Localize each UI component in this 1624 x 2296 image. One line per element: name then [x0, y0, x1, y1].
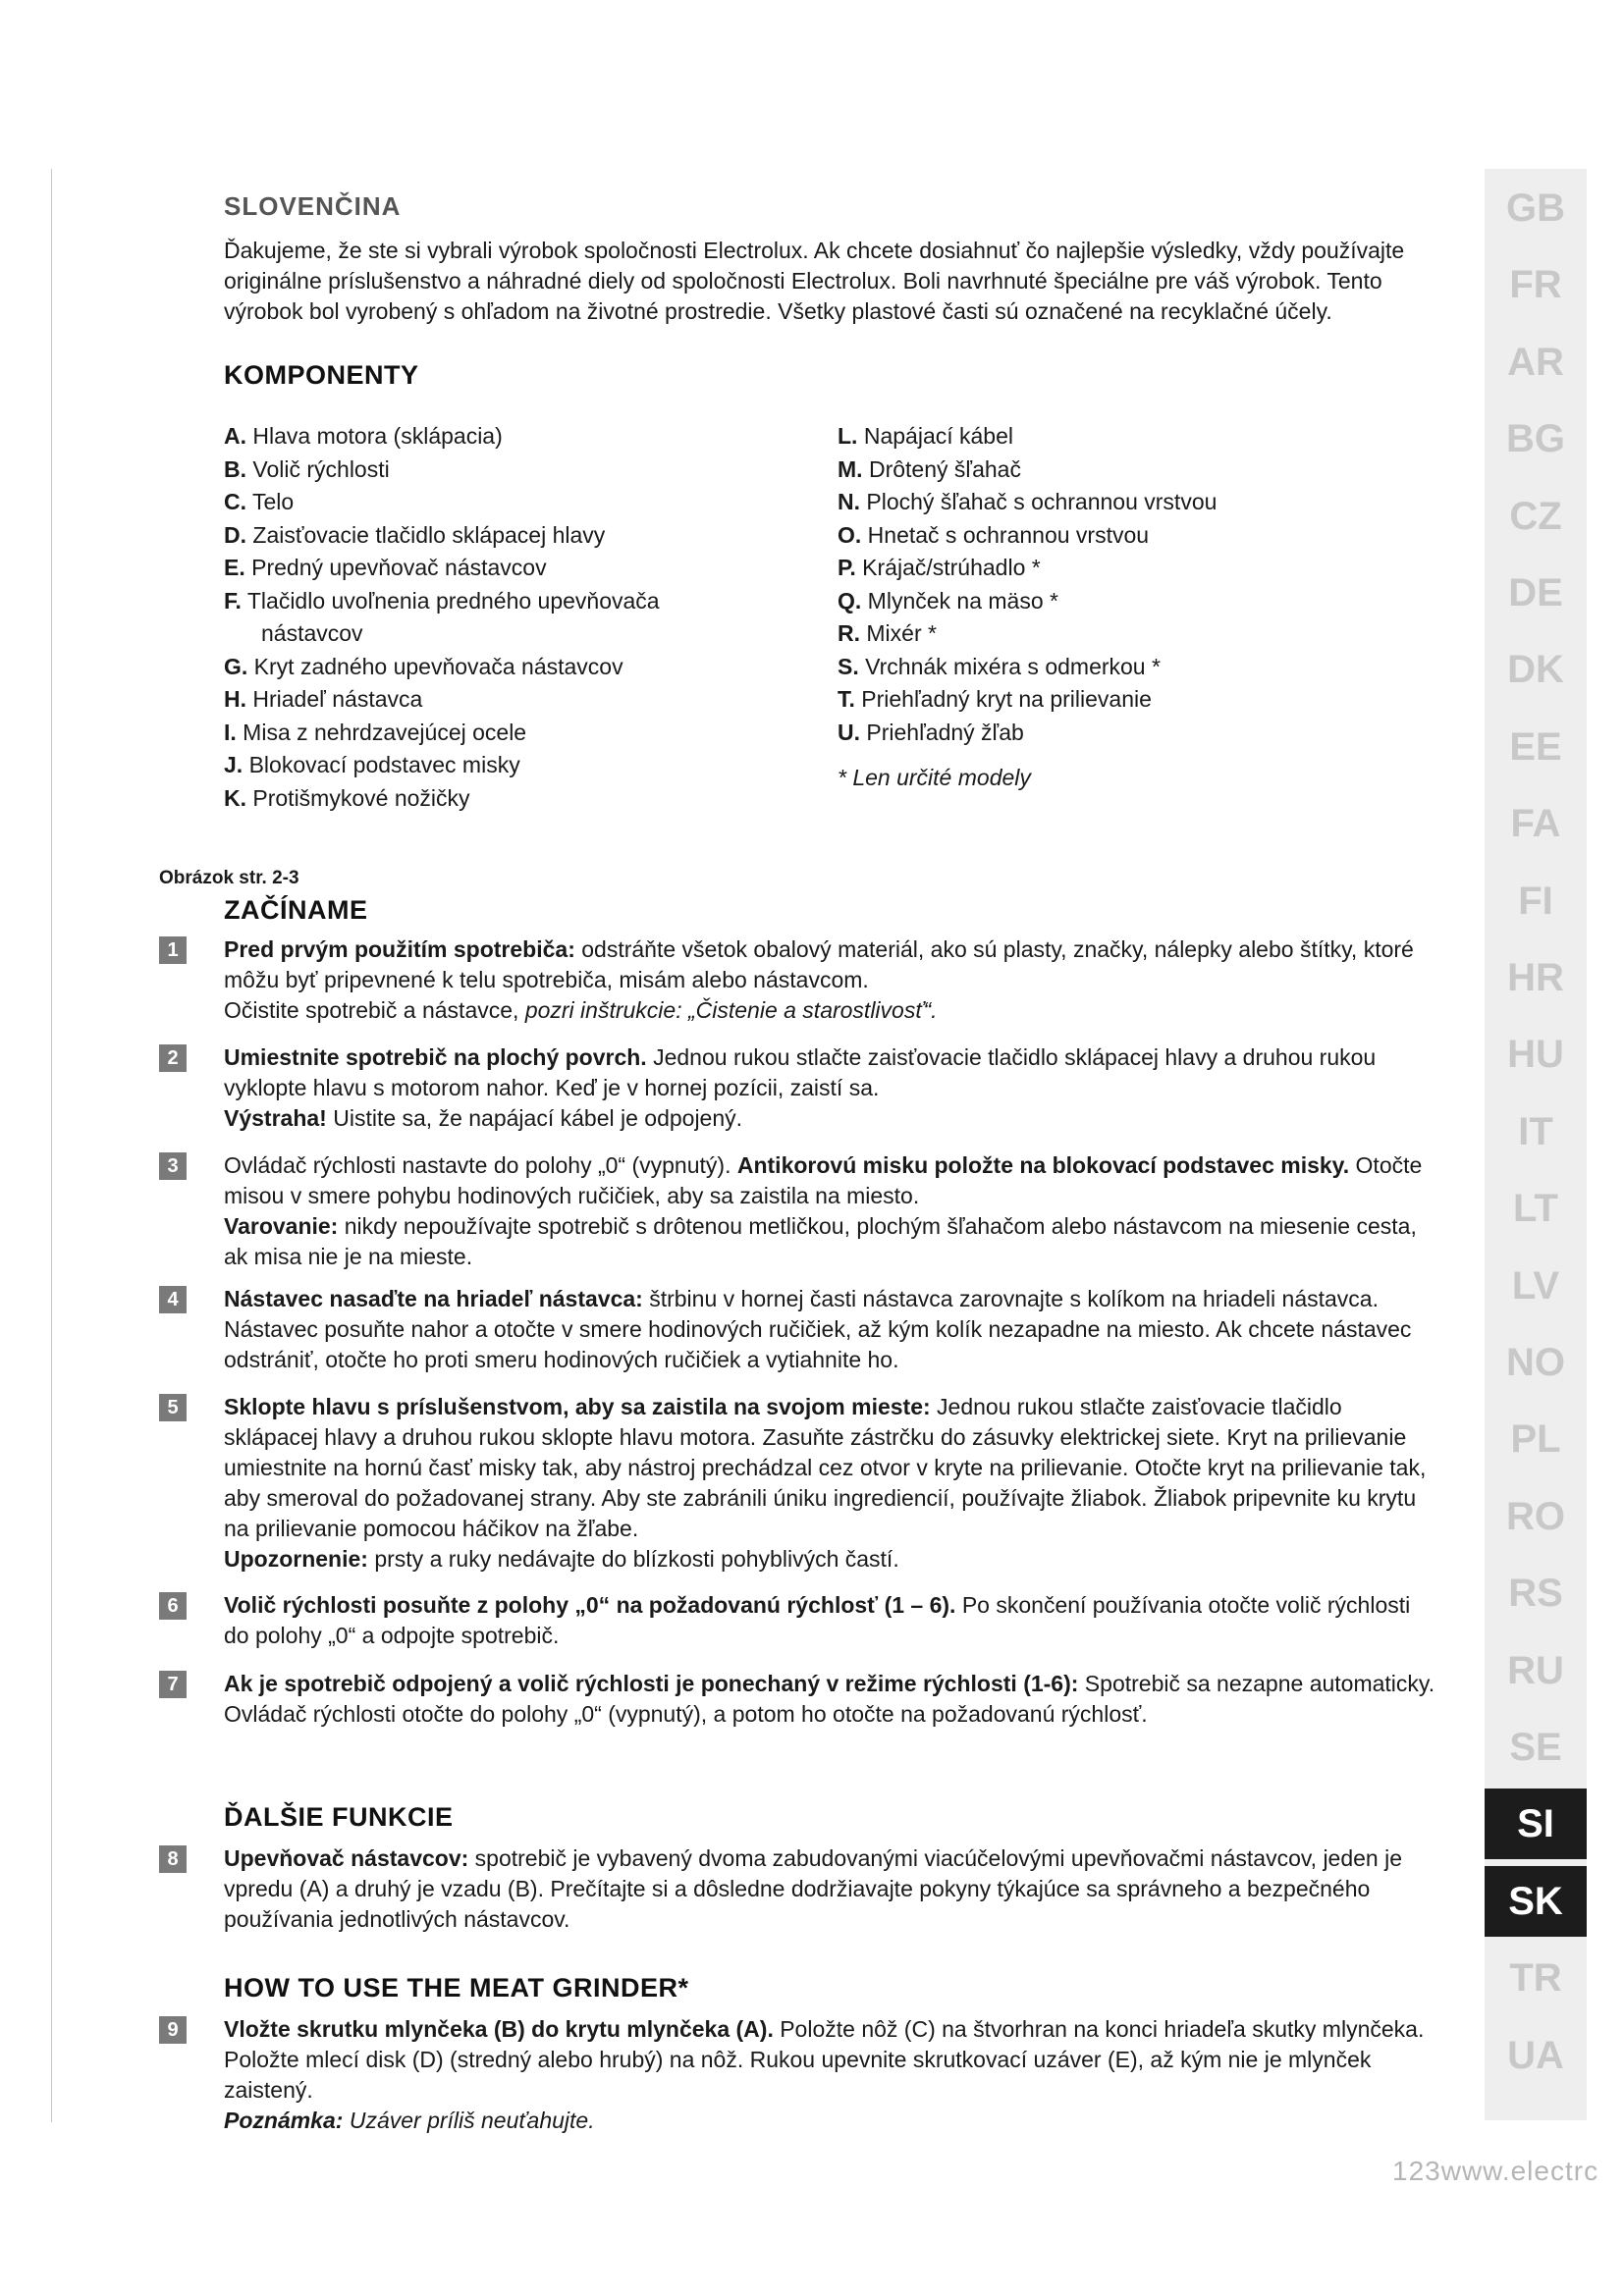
- component-label: Hnetač s ochrannou vrstvou: [861, 521, 1150, 548]
- step-body: odstráňte všetok obalový materiál, ako sú plasty, značky, nálepky alebo štítky, ktoré môžu byť pripevnené k telu spotrebiča, misám alebo nástavcom.: [224, 936, 1414, 992]
- step-number: 9: [159, 2016, 187, 2044]
- component-label: Mlynček na mäso *: [861, 587, 1058, 614]
- language-tab-ar[interactable]: AR: [1507, 340, 1564, 384]
- step-body: spotrebič je vybavený dvoma zabudovanými viacúčelovými upevňovačmi nástavcov, jeden je vpredu (A) a druhý je vzadu (B). Prečítajte si a dôsledne dodržiavajte pokyny týkajúce sa správneho a bezpečného používania jednotlivých nástavcov.: [224, 1845, 1403, 1932]
- language-tab-pl[interactable]: PL: [1510, 1417, 1561, 1462]
- step-number: 8: [159, 1845, 187, 1873]
- components-list: [224, 420, 1432, 815]
- component-label: Drôtený šľahač: [862, 455, 1021, 482]
- step-warning-label: Výstraha!: [224, 1105, 327, 1131]
- component-item: [224, 454, 838, 487]
- step-text: [224, 1284, 1435, 1375]
- step-line2: Očistite spotrebič a nástavce,: [224, 997, 525, 1023]
- meat-grinder-title: HOW TO USE THE MEAT GRINDER*: [224, 1973, 689, 2002]
- component-item: [224, 717, 838, 750]
- language-tabs: [1485, 169, 1587, 2120]
- step-text: [224, 1150, 1435, 1272]
- instruction-step: [159, 1843, 1435, 1935]
- instruction-step: [159, 1284, 1435, 1375]
- step-body: Jednou rukou stlačte zaisťovacie tlačidlo sklápacej hlavy a druhou rukou sklopte hlavu motora. Zasuňte zástrčku do zásuvky elektrickej siete. Kryt na prilievanie umiestnite na hornú časť misky tak, aby nástroj prechádzal cez otvor v kryte na prilievanie. Otočte kryt na prilievanie tak, aby smeroval do požadovanej strany. Aby ste zabránili úniku ingrediencií, používajte žliabok. Žliabok pripevnite ku krytu na prilievanie pomocou háčikov na žľabe.: [224, 1394, 1427, 1541]
- component-item: [838, 717, 1387, 750]
- step-warning-label: Varovanie:: [224, 1213, 339, 1239]
- language-tab-si[interactable]: SI: [1485, 1789, 1587, 1859]
- component-label: Blokovací podstavec misky: [243, 752, 520, 777]
- language-tab-no[interactable]: NO: [1506, 1341, 1565, 1384]
- step-bold: Antikorovú misku položte na blokovací podstavec misky.: [736, 1152, 1350, 1178]
- step-body: Spotrebič sa nezapne automaticky. Ovládač rýchlosti otočte do polohy „0“ (vypnutý), a potom ho otočte na požadovanú rýchlosť.: [224, 1671, 1435, 1727]
- component-label: Tlačidlo uvoľnenia predného upevňovača: [241, 587, 660, 614]
- component-letter: F.: [224, 587, 242, 614]
- component-letter: I.: [224, 719, 237, 745]
- language-tab-fr[interactable]: FR: [1509, 263, 1562, 307]
- step-italic: pozri inštrukcie: „Čistenie a starostlivosť“.: [524, 997, 938, 1023]
- step-body: Položte nôž (C) na štvorhran na konci hriadeľa skutky mlynčeka. Položte mlecí disk (D) (stredný alebo hrubý) na nôž. Rukou upevnite skrutkovací uzáver (E), až kým nie je mlynček zaistený.: [224, 2016, 1425, 2103]
- step-text: [224, 934, 1435, 1026]
- component-letter: D.: [224, 521, 246, 548]
- step-body: Otočte misou v smere pohybu hodinových ručičiek, aby sa zaistila na miesto.: [224, 1152, 1423, 1208]
- component-letter: G.: [224, 653, 248, 679]
- component-item: [838, 552, 1387, 585]
- margin-rule: [51, 169, 52, 2122]
- step-body: Po skončení používania otočte volič rýchlosti do polohy „0“ a odpojte spotrebič.: [224, 1592, 1411, 1648]
- component-item: [224, 749, 838, 782]
- component-label: Plochý šľahač s ochrannou vrstvou: [860, 489, 1218, 514]
- watermark: 123www.electrc: [1392, 2156, 1599, 2186]
- component-item: [838, 519, 1387, 553]
- language-tab-ro[interactable]: RO: [1506, 1494, 1565, 1538]
- language-tab-rs[interactable]: RS: [1508, 1572, 1563, 1616]
- component-label: Zaisťovacie tlačidlo sklápacej hlavy: [246, 521, 606, 548]
- step-bold: Vložte skrutku mlynčeka (B) do krytu mlynčeka (A).: [224, 2016, 774, 2042]
- component-letter: T.: [838, 686, 855, 712]
- component-letter: M.: [838, 455, 863, 482]
- component-item: [224, 519, 838, 553]
- component-label: Priehľadný žľab: [860, 719, 1024, 745]
- instruction-step: [159, 1042, 1435, 1134]
- instruction-step: [159, 1150, 1435, 1272]
- language-tab-hu[interactable]: HU: [1507, 1033, 1564, 1077]
- step-text: [224, 1590, 1435, 1651]
- component-item: [838, 454, 1387, 487]
- step-warning-label: Upozornenie:: [224, 1546, 368, 1572]
- component-item: [838, 486, 1387, 519]
- figure-reference: Obrázok str. 2-3: [159, 868, 299, 888]
- step-warning-text: Uistite sa, že napájací kábel je odpojený.: [326, 1105, 743, 1131]
- step-bold: Pred prvým použitím spotrebiča:: [224, 936, 575, 962]
- step-bold: Sklopte hlavu s príslušenstvom, aby sa zaistila na svojom mieste:: [224, 1394, 931, 1419]
- component-item: [838, 617, 1387, 651]
- component-letter: H.: [224, 686, 246, 712]
- component-label: Predný upevňovač nástavcov: [244, 555, 547, 580]
- component-item: [224, 486, 838, 519]
- component-letter: S.: [838, 653, 859, 679]
- component-letter: U.: [838, 719, 860, 745]
- language-tab-se[interactable]: SE: [1509, 1726, 1562, 1769]
- step-number: 1: [159, 936, 187, 964]
- component-letter: Q.: [838, 587, 862, 614]
- component-label: Telo: [246, 489, 295, 514]
- language-tab-fi[interactable]: FI: [1518, 879, 1553, 923]
- component-label: Mixér *: [860, 620, 937, 646]
- intro-paragraph: Ďakujeme, že ste si vybrali výrobok spoločnosti Electrolux. Ak chcete dosiahnuť čo najlepšie výsledky, vždy používajte originálne príslušenstvo a náhradné diely od spoločnosti Electrolux. Boli navrhnuté špeciálne pre váš výrobok. Tento výrobok bol vyrobený s ohľadom na životné prostredie. Všetky plastové časti sú označené na recyklačné účely.: [224, 238, 1405, 324]
- component-letter: L.: [838, 423, 858, 449]
- language-tab-gb[interactable]: GB: [1506, 187, 1565, 230]
- language-tab-hr[interactable]: HR: [1507, 956, 1564, 999]
- language-tab-cz[interactable]: CZ: [1509, 494, 1562, 538]
- step-text: [224, 2014, 1435, 2136]
- component-label: Vrchnák mixéra s odmerkou *: [858, 653, 1161, 679]
- component-label: Napájací kábel: [857, 423, 1013, 449]
- models-note: * Len určité modely: [838, 765, 1031, 790]
- step-text: [224, 1392, 1435, 1575]
- component-label: Hlava motora (sklápacia): [246, 423, 503, 449]
- step-number: 2: [159, 1044, 187, 1072]
- component-label: Priehľadný kryt na prilievanie: [854, 686, 1152, 712]
- component-letter: E.: [224, 555, 245, 580]
- component-item: [224, 683, 838, 717]
- instruction-step: [159, 1392, 1435, 1575]
- component-letter: O.: [838, 521, 862, 548]
- step-bold: Nástavec nasaďte na hriadeľ nástavca:: [224, 1286, 643, 1311]
- language-tab-sk[interactable]: SK: [1485, 1866, 1587, 1937]
- getting-started-title: ZAČÍNAME: [224, 895, 368, 925]
- language-tab-tr[interactable]: TR: [1509, 1956, 1562, 2001]
- step-warning-text: Uzáver príliš neuťahujte.: [343, 2108, 595, 2133]
- step-body: štrbinu v hornej časti nástavca zarovnajte s kolíkom na hriadeli nástavca. Nástavec posuňte nahor a otočte v smere hodinových ručičiek, až kým kolík nezapadne na miesto. Ak chcete nástavec odstrániť, otočte ho proti smeru hodinových ručičiek a vytiahnite ho.: [224, 1286, 1412, 1372]
- component-letter: P.: [838, 555, 856, 580]
- components-left-column: [224, 420, 838, 815]
- instruction-step: [159, 934, 1435, 1026]
- step-text: [224, 1042, 1435, 1134]
- component-label-cont: nástavcov: [261, 620, 363, 646]
- components-right-column: [838, 420, 1387, 815]
- step-number: 3: [159, 1152, 187, 1180]
- component-item: [224, 552, 838, 585]
- component-item: [224, 782, 838, 816]
- instruction-step: [159, 1669, 1435, 1730]
- component-letter: J.: [224, 752, 244, 777]
- component-label: Volič rýchlosti: [246, 455, 390, 482]
- component-label: Hriadeľ nástavca: [246, 686, 423, 712]
- component-item: [838, 683, 1387, 717]
- more-functions-title: ĎALŠIE FUNKCIE: [224, 1802, 454, 1832]
- step-warning-text: nikdy nepoužívajte spotrebič s drôtenou metličkou, plochým šľahačom alebo nástavcom na miesenie cesta, ak misa nie je na mieste.: [224, 1213, 1417, 1269]
- component-item: [224, 585, 838, 651]
- instruction-step: [159, 1590, 1435, 1651]
- language-tab-it[interactable]: IT: [1518, 1109, 1553, 1153]
- step-text: [224, 1843, 1435, 1935]
- component-letter: K.: [224, 784, 246, 811]
- language-tab-dk[interactable]: DK: [1507, 648, 1564, 692]
- language-tab-lt[interactable]: LT: [1513, 1187, 1558, 1231]
- step-bold: Umiestnite spotrebič na plochý povrch.: [224, 1044, 647, 1070]
- component-label: Krájač/strúhadlo *: [855, 555, 1041, 580]
- main-content: [224, 191, 1432, 815]
- language-tab-ru[interactable]: RU: [1507, 1648, 1564, 1692]
- step-number: 6: [159, 1592, 187, 1620]
- step-bold: Volič rýchlosti posuňte z polohy „0“ na požadovanú rýchlosť (1 – 6).: [224, 1592, 956, 1618]
- component-item: [224, 420, 838, 454]
- step-warning-text: prsty a ruky nedávajte do blízkosti pohyblivých častí.: [367, 1546, 899, 1572]
- instruction-step: [159, 2014, 1435, 2136]
- language-tab-fa[interactable]: FA: [1510, 802, 1561, 846]
- step-number: 4: [159, 1286, 187, 1313]
- component-letter: A.: [224, 423, 246, 449]
- step-body: Jednou rukou stlačte zaisťovacie tlačidlo sklápacej hlavy a druhou rukou vyklopte hlavu s motorom nahor. Keď je v hornej pozícii, zaistí sa.: [224, 1044, 1377, 1100]
- step-pre: Ovládač rýchlosti nastavte do polohy „0“ (vypnutý).: [224, 1152, 737, 1178]
- step-bold: Ak je spotrebič odpojený a volič rýchlosti je ponechaný v režime rýchlosti (1-6):: [224, 1671, 1079, 1696]
- component-letter: C.: [224, 489, 246, 514]
- component-item: [838, 651, 1387, 684]
- step-warning-label: Poznámka:: [224, 2108, 344, 2133]
- component-letter: B.: [224, 455, 246, 482]
- language-tab-ee[interactable]: EE: [1509, 724, 1562, 769]
- component-label: Protišmykové nožičky: [246, 784, 470, 811]
- step-number: 7: [159, 1671, 187, 1698]
- component-letter: N.: [838, 489, 860, 514]
- component-label: Kryt zadného upevňovača nástavcov: [247, 653, 623, 679]
- component-item: [838, 585, 1387, 618]
- component-item: [838, 420, 1387, 454]
- step-bold: Upevňovač nástavcov:: [224, 1845, 469, 1871]
- language-tab-ua[interactable]: UA: [1507, 2033, 1564, 2077]
- components-title: KOMPONENTY: [224, 360, 419, 390]
- language-tab-de[interactable]: DE: [1508, 571, 1563, 614]
- component-letter: R.: [838, 620, 860, 646]
- language-tab-bg[interactable]: BG: [1506, 417, 1565, 461]
- language-title: SLOVENČINA: [224, 191, 402, 221]
- language-tab-lv[interactable]: LV: [1511, 1263, 1560, 1308]
- step-text: [224, 1669, 1435, 1730]
- component-item: [224, 651, 838, 684]
- component-label: Misa z nehrdzavejúcej ocele: [236, 719, 527, 745]
- step-number: 5: [159, 1394, 187, 1421]
